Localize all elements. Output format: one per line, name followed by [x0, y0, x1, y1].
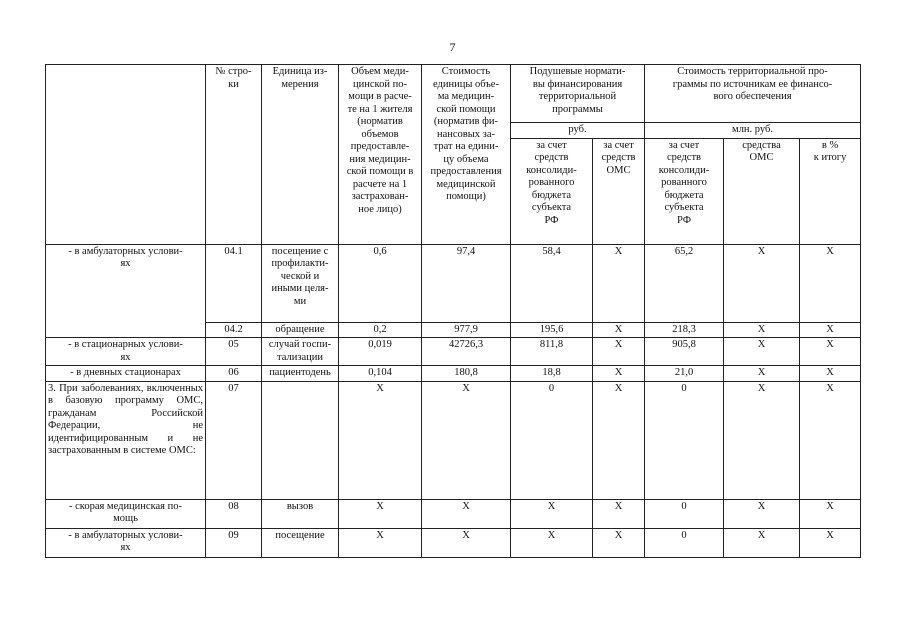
row-no: 04.1: [206, 244, 262, 322]
row-prog-budget: 0: [645, 381, 724, 499]
row-no: 07: [206, 381, 262, 499]
row-prog-oms: X: [724, 322, 800, 338]
row-prog-budget: 218,3: [645, 322, 724, 338]
header-row-no: [206, 65, 262, 245]
row-pc-budget: 195,6: [511, 322, 593, 338]
header-prog-budget-text: за счет средств консолиди- рованного бюджета субъекта РФ: [658, 139, 710, 226]
header-prog-oms: [724, 138, 800, 244]
row-volume: X: [339, 381, 422, 499]
row-cost: 42726,3: [422, 338, 511, 366]
row-pc-oms: X: [593, 366, 645, 382]
row-cost: X: [422, 528, 511, 557]
header-per-capita-text: Подушевые нормати- вы финансирования территориальной программы: [529, 66, 626, 115]
row-cost: 97,4: [422, 244, 511, 322]
row-prog-oms: X: [724, 366, 800, 382]
row-prog-percent: X: [800, 528, 861, 557]
row-pc-oms: X: [593, 499, 645, 528]
table-row: [46, 528, 861, 557]
row-prog-oms: X: [724, 338, 800, 366]
row-name: 3. При заболеваниях, включенных в базовую программу ОМС, гражданам Российской Федерации, не идентифицированным и не застрахованным в системе ОМС:: [46, 381, 206, 499]
row-unit: посещение: [262, 528, 339, 557]
row-unit: [262, 381, 339, 499]
row-cost: 977,9: [422, 322, 511, 338]
header-volume: [339, 65, 422, 245]
header-per-capita: [511, 65, 645, 123]
financing-table: [45, 64, 861, 558]
header-name-cell: [46, 65, 206, 245]
header-cost: [422, 65, 511, 245]
row-volume: 0,2: [339, 322, 422, 338]
row-pc-oms: X: [593, 528, 645, 557]
row-volume: X: [339, 499, 422, 528]
row-no: 04.2: [206, 322, 262, 338]
row-unit: вызов: [262, 499, 339, 528]
row-no: 09: [206, 528, 262, 557]
row-name: - скорая медицинская по- мощь: [46, 499, 206, 528]
row-no: 05: [206, 338, 262, 366]
header-row-no-text: № стро- ки: [215, 66, 252, 90]
header-cost-text: Стоимость единицы объе- ма медицин- ской помощи (норматив фи- нансовых за- трат на едини- цу объема предоставления медицинской помощи): [430, 66, 502, 202]
row-pc-oms: X: [593, 322, 645, 338]
row-prog-oms: X: [724, 244, 800, 322]
row-cost: X: [422, 381, 511, 499]
row-prog-budget: 0: [645, 528, 724, 557]
row-no: 08: [206, 499, 262, 528]
header-pc-budget: [511, 138, 593, 244]
row-unit: обращение: [262, 322, 339, 338]
row-prog-percent: X: [800, 366, 861, 382]
table-row: [46, 338, 861, 366]
row-volume: 0,6: [339, 244, 422, 322]
row-volume: 0,104: [339, 366, 422, 382]
header-unit: [262, 65, 339, 245]
header-per-capita-unit: [511, 123, 645, 139]
row-unit: случай госпи- тализации: [262, 338, 339, 366]
table-row: [46, 244, 861, 322]
row-prog-oms: X: [724, 381, 800, 499]
header-per-capita-unit-text: руб.: [568, 124, 587, 135]
row-pc-budget: X: [511, 528, 593, 557]
row-unit: посещение с профилакти- ческой и иными целя- ми: [262, 244, 339, 322]
row-prog-budget: 65,2: [645, 244, 724, 322]
header-volume-text: Объем меди- цинской по- мощи в расче- те на 1 жителя (норматив объемов предоставле- ния медицин- ской помощи в расчете на 1 застрахован- ное лицо): [346, 66, 414, 215]
row-prog-budget: 0: [645, 499, 724, 528]
row-prog-percent: X: [800, 338, 861, 366]
row-prog-budget: 905,8: [645, 338, 724, 366]
row-prog-oms: X: [724, 528, 800, 557]
header-program-cost: [645, 65, 861, 123]
row-unit: пациентодень: [262, 366, 339, 382]
row-prog-percent: X: [800, 322, 861, 338]
header-unit-text: Единица из- мерения: [272, 66, 328, 90]
row-volume: X: [339, 528, 422, 557]
row-pc-budget: 0: [511, 381, 593, 499]
page-number: 7: [449, 40, 456, 54]
table-row: [46, 499, 861, 528]
row-pc-budget: 811,8: [511, 338, 593, 366]
header-prog-percent: [800, 138, 861, 244]
row-prog-budget: 21,0: [645, 366, 724, 382]
row-name: - в амбулаторных услови- ях: [46, 244, 206, 338]
header-prog-oms-text: средства ОМС: [742, 139, 781, 163]
header-prog-percent-text: в % к итогу: [813, 139, 847, 163]
row-pc-oms: X: [593, 244, 645, 322]
row-prog-oms: X: [724, 499, 800, 528]
header-pc-oms: [593, 138, 645, 244]
row-prog-percent: X: [800, 499, 861, 528]
row-cost: 180,8: [422, 366, 511, 382]
row-no: 06: [206, 366, 262, 382]
row-name: - в стационарных услови- ях: [46, 338, 206, 366]
row-pc-oms: X: [593, 338, 645, 366]
header-program-cost-unit: [645, 123, 861, 139]
header-pc-budget-text: за счет средств консолиди- рованного бюджета субъекта РФ: [526, 139, 577, 226]
row-pc-budget: X: [511, 499, 593, 528]
header-program-cost-unit-text: млн. руб.: [732, 124, 773, 135]
row-name: - в амбулаторных услови- ях: [46, 528, 206, 557]
row-pc-budget: 58,4: [511, 244, 593, 322]
row-cost: X: [422, 499, 511, 528]
row-prog-percent: X: [800, 244, 861, 322]
table-row: [46, 366, 861, 382]
row-pc-oms: X: [593, 381, 645, 499]
header-pc-oms-text: за счет средств ОМС: [601, 139, 636, 176]
row-prog-percent: X: [800, 381, 861, 499]
header-program-cost-text: Стоимость территориальной про- граммы по источникам ее финансо- вого обеспечения: [672, 66, 833, 102]
row-name: - в дневных стационарах: [46, 366, 206, 382]
table-row: [46, 381, 861, 499]
row-volume: 0,019: [339, 338, 422, 366]
header-prog-budget: [645, 138, 724, 244]
row-pc-budget: 18,8: [511, 366, 593, 382]
